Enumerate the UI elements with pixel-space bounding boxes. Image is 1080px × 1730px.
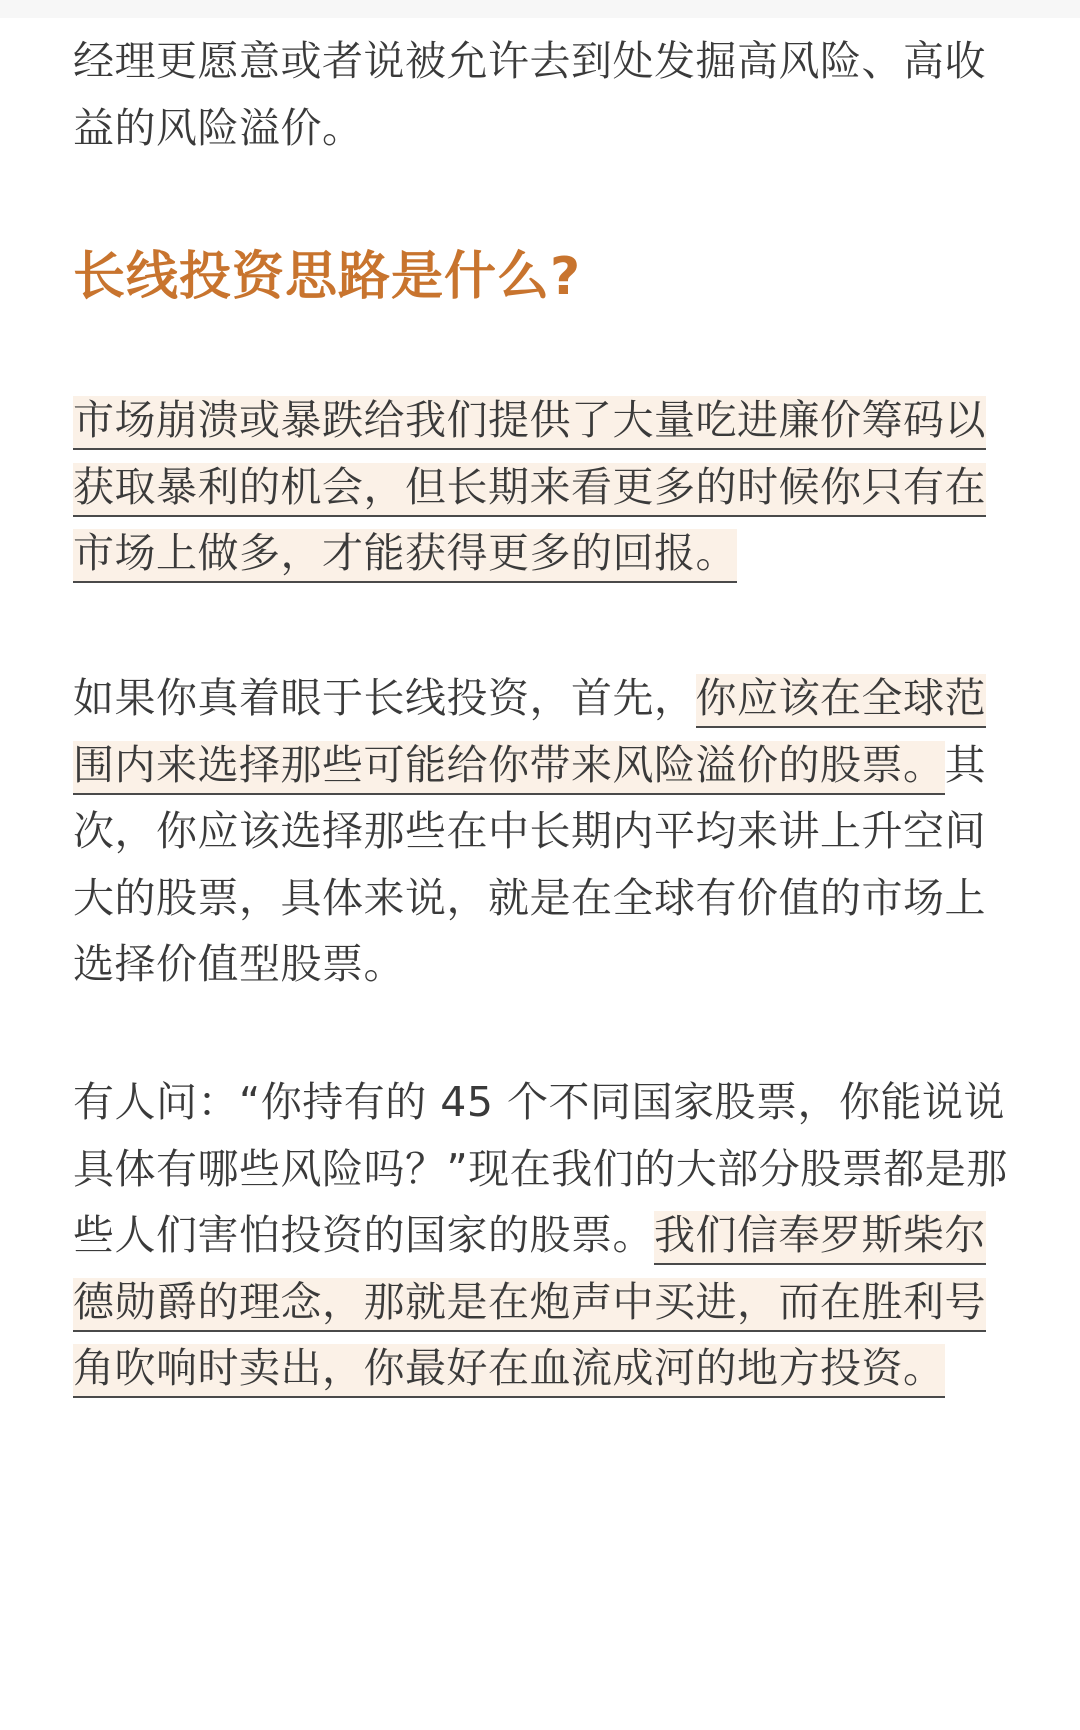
paragraph-text: 有人问：“你持有的 45 个不同国家股票，你能说说具体有哪些风险吗？”现在我们的大部分股票都是那些人们害怕投资的国家的股票。 xyxy=(73,1078,1008,1259)
highlighted-quote[interactable]: 我们信奉罗斯柴尔德勋爵的理念，那就是在炮声中买进，而在胜利号角吹响时卖出，你最好在血流成河的地方投资。 xyxy=(73,1211,986,1398)
section-heading: 长线投资思路是什么? xyxy=(73,247,582,307)
highlighted-quote[interactable]: 市场崩溃或暴跌给我们提供了大量吃进廉价筹码以获取暴利的机会，但长期来看更多的时候你只有在市场上做多，才能获得更多的回报。 xyxy=(73,396,986,583)
paragraph-long-term-strategy xyxy=(73,665,1013,998)
paragraph-text: 其次，你应该选择那些在中长期内平均来讲上升空间大的股票，具体来说，就是在全球有价值的市场上选择价值型股票。 xyxy=(73,740,986,988)
paragraph-rothschild xyxy=(73,1069,1013,1402)
highlighted-quote[interactable]: 你应该在全球范围内来选择那些可能给你带来风险溢价的股票。 xyxy=(73,674,986,795)
paragraph-intro-text: 经理更愿意或者说被允许去到处发掘高风险、高收益的风险溢价。 xyxy=(73,37,986,152)
top-status-strip xyxy=(0,0,1080,18)
paragraph-market-crash xyxy=(73,387,1013,587)
paragraph-text: 如果你真着眼于长线投资，首先， xyxy=(73,674,696,722)
paragraph-intro xyxy=(73,28,1013,161)
